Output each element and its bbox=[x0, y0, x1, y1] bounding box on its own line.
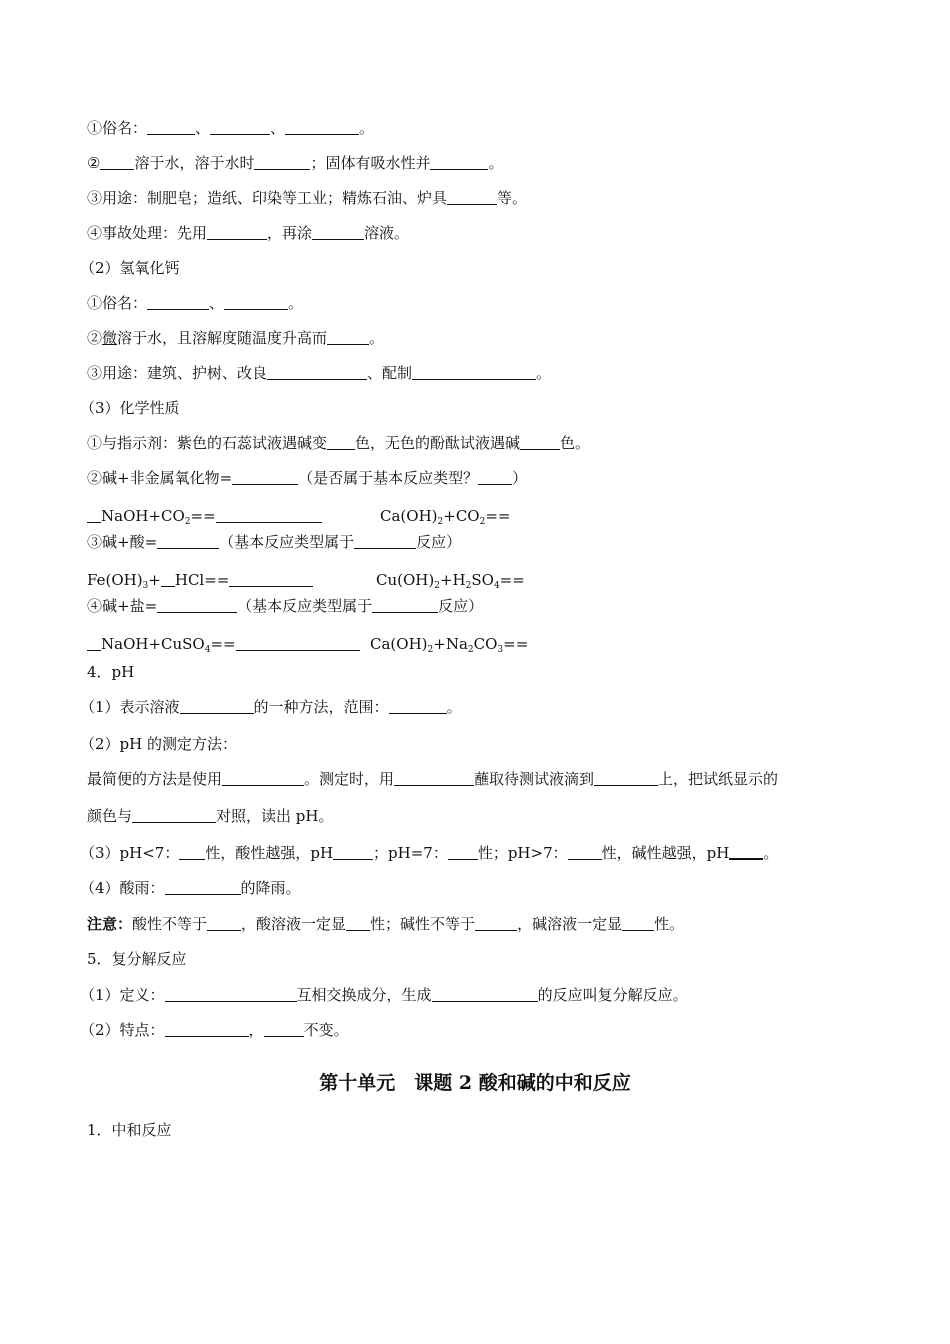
dd-features: （2）特点： ， 不变。 bbox=[80, 1021, 349, 1039]
ph-ranges: （3）pH<7： 性，酸性越强，pH ；pH=7： 性；pH>7： 性，碱性越强，pH 。 bbox=[80, 844, 779, 862]
neutralization-heading: 1．中和反应 bbox=[87, 1121, 172, 1139]
naoh-solubility: ② 溶于水，溶于水时 ；固体有吸水性并 。 bbox=[87, 154, 504, 172]
ph-method-line1: 最简便的方法是使用 。测定时，用 蘸取待测试液滴到 上，把试纸显示的 bbox=[87, 770, 779, 788]
chem-base-acid: ③碱+酸= （基本反应类型属于 反应） bbox=[87, 533, 462, 551]
equation-naoh-co2: $NaOH+CO_2==$ bbox=[87, 506, 322, 526]
caoh-common-names: ①俗名： 、 。 bbox=[87, 294, 304, 312]
caoh-heading: （2）氢氧化钙 bbox=[80, 259, 180, 277]
equation-cuoh-h2so4: $Cu(OH)_2+H_2SO_4==$ bbox=[376, 571, 525, 591]
ph-method-line2: 颜色与 对照，读出 pH。 bbox=[87, 807, 334, 825]
naoh-uses: ③用途：制肥皂；造纸、印染等工业；精炼石油、炉具 等。 bbox=[87, 189, 528, 207]
caoh-solubility: ②微溶于水，且溶解度随温度升高而 。 bbox=[87, 329, 385, 347]
chem-base-nonmetal-oxide: ②碱+非金属氧化物= （是否属于基本反应类型？ ） bbox=[87, 469, 528, 487]
ph-note: 注意：酸性不等于 ，酸溶液一定显 性；碱性不等于 ，碱溶液一定显 性。 bbox=[87, 915, 685, 933]
caoh-uses: ③用途：建筑、护树、改良 、配制 。 bbox=[87, 364, 552, 382]
chem-indicator: ①与指示剂：紫色的石蕊试液遇碱变 色，无色的酚酞试液遇碱 色。 bbox=[87, 434, 591, 452]
dd-definition: （1）定义： 互相交换成分，生成 的反应叫复分解反应。 bbox=[80, 986, 688, 1004]
section-title: 第十单元 课题 2 酸和碱的中和反应 bbox=[319, 1072, 631, 1094]
ph-method-heading: （2）pH 的测定方法： bbox=[80, 735, 237, 753]
chem-base-salt: ④碱+盐= （基本反应类型属于 反应） bbox=[87, 597, 484, 615]
equation-caoh-na2co3: $Ca(OH)_2+Na_2CO_3==$ bbox=[370, 635, 529, 655]
ph-heading: 4．pH bbox=[87, 663, 135, 681]
dd-heading: 5．复分解反应 bbox=[87, 950, 187, 968]
equation-feoh-hcl: $Fe(OH)_3+ HCl==$ bbox=[87, 570, 313, 590]
ph-definition: （1）表示溶液 的一种方法，范围： 。 bbox=[80, 698, 462, 716]
naoh-common-names: ①俗名： 、 、 。 bbox=[87, 119, 375, 137]
equation-naoh-cuso4: NaOH+CuSO$_4$== bbox=[87, 634, 360, 654]
equation-caoh-co2: $Ca(OH)_2+CO_2==$ bbox=[380, 507, 511, 527]
chem-heading: （3）化学性质 bbox=[80, 399, 180, 417]
naoh-accident: ④事故处理：先用 ，再涂 溶液。 bbox=[87, 224, 410, 242]
ph-acid-rain: （4）酸雨： 的降雨。 bbox=[80, 879, 301, 897]
